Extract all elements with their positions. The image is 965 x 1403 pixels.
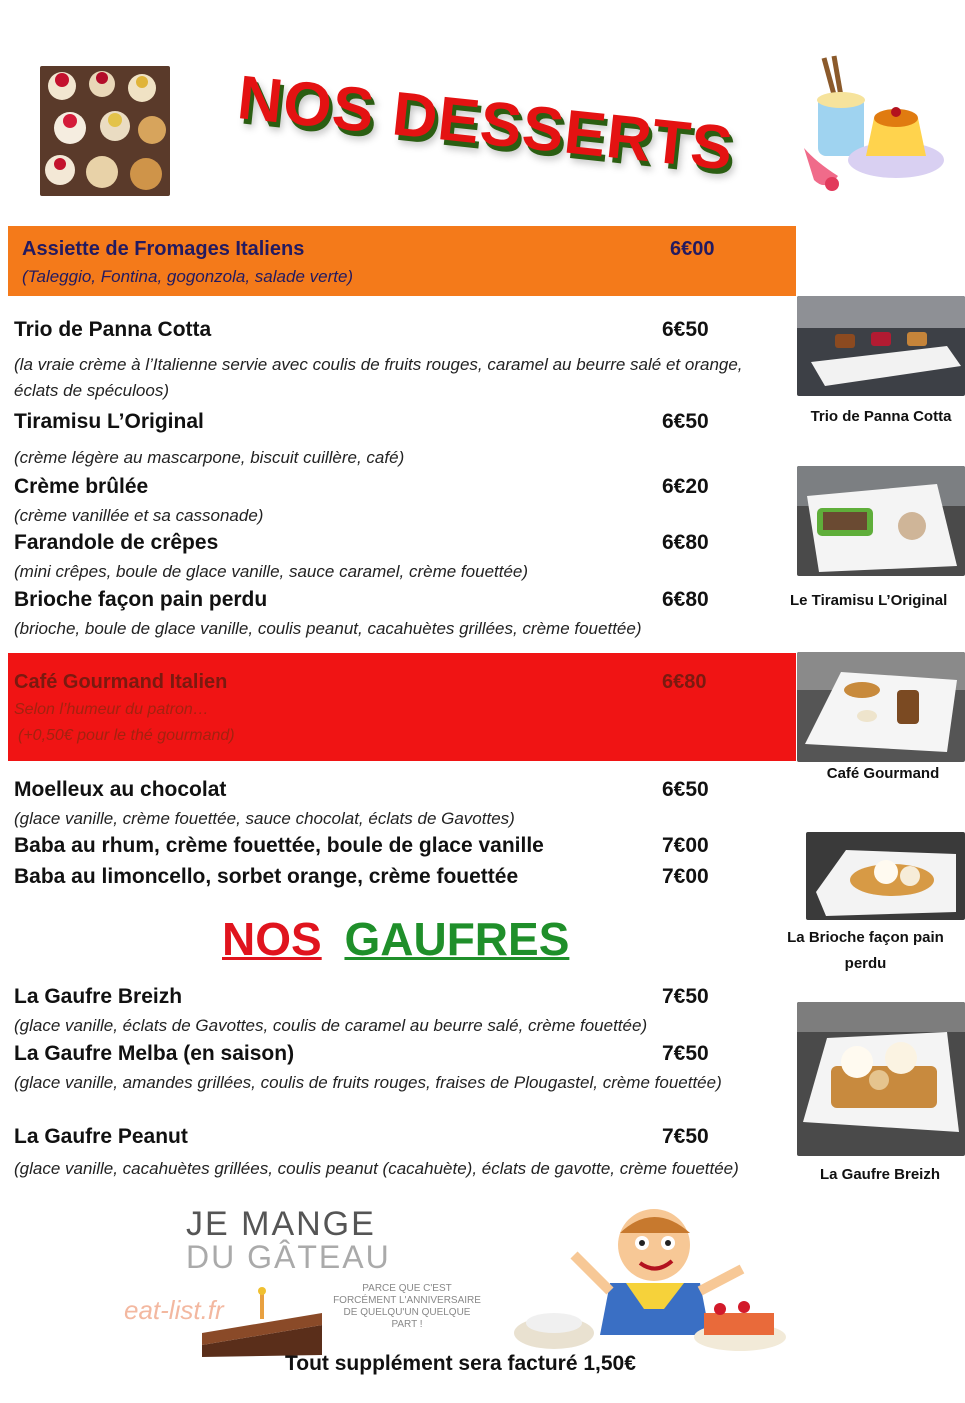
featured-band — [8, 226, 796, 296]
item-price: 7€50 — [662, 1125, 709, 1148]
photo-caption: Café Gourmand — [826, 765, 940, 782]
panna-cotta-photo — [797, 296, 965, 396]
sign-line1: JE MANGE — [186, 1205, 376, 1243]
gateau-sign — [124, 1205, 482, 1355]
item-desc: (glace vanille, éclats de Gavottes, coulis de caramel au beurre salé, crème fouettée) — [14, 1016, 648, 1035]
item-price: 7€00 — [662, 834, 709, 857]
item-name: Trio de Panna Cotta — [14, 318, 212, 341]
item-price: 7€00 — [662, 865, 709, 888]
item-name: La Gaufre Melba (en saison) — [14, 1042, 295, 1065]
item-desc: (Taleggio, Fontina, gogonzola, salade verte) — [22, 267, 354, 286]
item-price: 6€50 — [662, 410, 709, 433]
item-name: Moelleux au chocolat — [14, 778, 227, 801]
page-title: NOS DESSERTS — [234, 63, 737, 184]
item-price: 6€80 — [662, 531, 709, 554]
footer-note: Tout supplément sera facturé 1,50€ — [285, 1352, 636, 1375]
item-name: Farandole de crêpes — [14, 531, 219, 554]
item-desc: (brioche, boule de glace vanille, coulis peanut, cacahuètes grillées, crème fouettée) — [14, 619, 642, 638]
item-price: 6€20 — [662, 475, 709, 498]
item-price: 7€50 — [662, 985, 709, 1008]
item-desc: (glace vanille, cacahuètes grillées, coulis peanut (cacahuète), éclats de gavotte, crème fouettée) — [14, 1159, 739, 1178]
tiramisu-photo — [797, 466, 965, 576]
item-name: Baba au rhum, crème fouettée, boule de glace vanille — [14, 834, 544, 857]
watermark: eat-list.fr — [124, 1295, 224, 1325]
brioche-photo — [806, 832, 965, 920]
item-desc: Selon l’humeur du patron… — [14, 701, 209, 718]
gaufres-title-word2: GAUFRES — [344, 913, 570, 965]
item-desc: (crème vanillée et sa cassonade) — [14, 506, 264, 525]
item-price: 6€00 — [670, 238, 715, 260]
item-name: Café Gourmand Italien — [14, 671, 228, 693]
pastries-photo — [40, 66, 170, 196]
item-name: Assiette de Fromages Italiens — [22, 238, 305, 260]
chef-kid-illustration — [514, 1205, 794, 1355]
item-name: Baba au limoncello, sorbet orange, crème fouettée — [14, 865, 519, 888]
gaufre-photo — [797, 1002, 965, 1156]
photo-caption: Trio de Panna Cotta — [810, 408, 952, 425]
item-name: Brioche façon pain perdu — [14, 588, 268, 611]
item-name: La Gaufre Breizh — [14, 985, 183, 1008]
item-name: La Gaufre Peanut — [14, 1125, 188, 1148]
item-price: 6€50 — [662, 318, 709, 341]
item-desc: (glace vanille, crème fouettée, sauce chocolat, éclats de Gavottes) — [14, 809, 515, 828]
sign-line2: DU GÂTEAU — [186, 1239, 391, 1275]
item-name: Crème brûlée — [14, 475, 149, 498]
item-price: 7€50 — [662, 1042, 709, 1065]
item-price: 6€50 — [662, 778, 709, 801]
item-name: Tiramisu L’Original — [14, 410, 204, 433]
gaufres-title — [222, 912, 569, 966]
photo-caption: La Gaufre Breizh — [819, 1166, 941, 1183]
item-desc: (crème légère au mascarpone, biscuit cuillère, café) — [14, 448, 405, 467]
item-price: 6€80 — [662, 671, 707, 693]
item-desc: (glace vanille, amandes grillées, coulis de fruits rouges, fraises de Plougastel, crème fouettée) — [14, 1073, 722, 1092]
flan-illustration — [796, 52, 946, 202]
item-desc: (la vraie crème à l’Italienne servie avec coulis de fruits rouges, caramel au beurre salé et orange, éclats de spéculoos) — [14, 355, 743, 400]
cafe-gourmand-photo — [797, 652, 965, 762]
photo-caption: La Brioche façon pain perdu — [787, 929, 944, 972]
photo-caption: Le Tiramisu L’Original — [790, 592, 948, 609]
gourmand-band — [8, 653, 796, 761]
item-desc: (+0,50€ pour le thé gourmand) — [18, 727, 235, 744]
item-desc: (mini crêpes, boule de glace vanille, sauce caramel, crème fouettée) — [14, 562, 529, 581]
sign-line3: PARCE QUE C'EST FORCÉMENT L'ANNIVERSAIRE DE QUELQU'UN QUELQUE PART ! — [333, 1283, 481, 1330]
gaufres-title-word1: NOS — [222, 913, 322, 965]
item-price: 6€80 — [662, 588, 709, 611]
